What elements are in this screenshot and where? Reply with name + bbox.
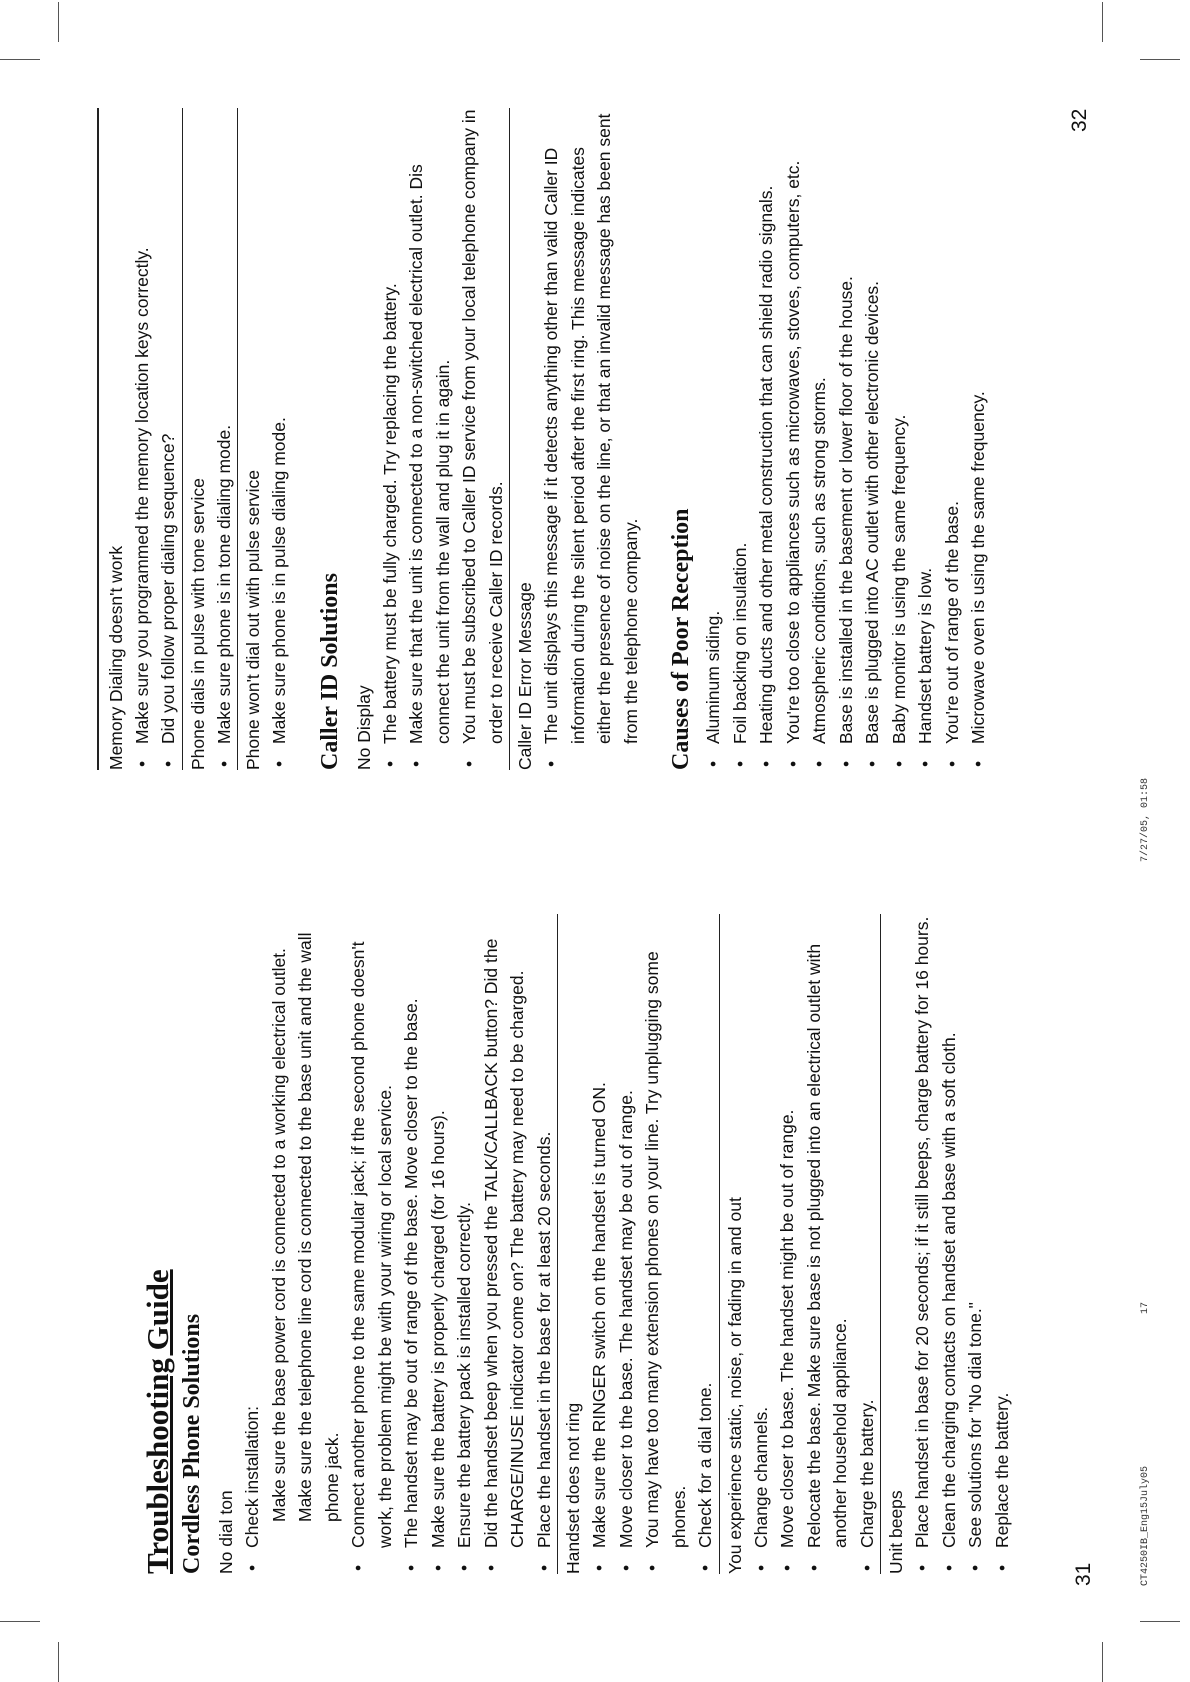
list-item: • Replace the battery. <box>989 914 1016 1574</box>
bullet-list <box>586 914 719 1574</box>
list-item: Make sure the telephone line cord is connected to the base unit and the wall phone jack. <box>295 932 342 1522</box>
list-item: • Foil backing on insulation. <box>727 108 754 770</box>
troubleshooting-block <box>349 108 510 770</box>
troubleshooting-block <box>182 108 238 770</box>
list-item: • Connect another phone to the same modular jack; if the second phone doesn't work, the problem might be with your wiring or local service. <box>345 914 398 1574</box>
troubleshooting-block <box>509 108 644 770</box>
page-number-left: 31 <box>1072 1562 1095 1586</box>
block-heading: Unit beeps <box>886 1490 906 1574</box>
troubleshooting-block <box>211 914 557 1574</box>
crop-mark <box>58 2 59 42</box>
section-heading-reception: Causes of Poor Reception <box>668 508 694 770</box>
block-heading: Memory Dialing doesn't work <box>105 545 126 770</box>
page-number-right: 32 <box>1068 108 1091 132</box>
bullet-list <box>266 108 293 770</box>
crop-mark <box>1102 2 1103 42</box>
list-item: • See solutions for "No dial tone." <box>962 914 989 1574</box>
list-item: • Make sure phone is in pulse dialing mode. <box>266 108 293 770</box>
troubleshooting-block <box>719 914 881 1574</box>
footer-file: CT4250IB_Eng15July05 <box>1140 1465 1151 1586</box>
footer-date: 7/27/05, 01:58 <box>1140 777 1151 862</box>
page-title: Troubleshooting Guide <box>140 1269 175 1574</box>
list-item: • Baby monitor is using the same frequency. <box>886 108 913 770</box>
page-32 <box>97 108 992 770</box>
list-item: • Move closer to the base. The handset may be out of range. <box>613 914 640 1574</box>
list-item: • You're out of range of the base. <box>939 108 966 770</box>
crop-mark <box>1102 1642 1103 1682</box>
section-heading-callerid: Caller ID Solutions <box>316 573 343 770</box>
block-heading: You experience static, noise, or fading in and out <box>724 1197 745 1574</box>
callerid-blocks <box>349 108 645 770</box>
list-item: • Check installation: <box>239 914 266 1574</box>
crop-mark <box>1140 59 1180 60</box>
crop-mark <box>0 1621 40 1622</box>
list-item: • Aluminum siding. <box>700 108 727 770</box>
troubleshooting-block <box>557 914 719 1574</box>
block-heading: Handset does not ring <box>563 1402 583 1574</box>
list-item: • Make sure the RINGER switch on the handset is turned ON. <box>586 914 613 1574</box>
list-item: • The handset may be out of range of the base. Move closer to the base. <box>398 914 425 1574</box>
block-heading: Phone won't dial out with pulse service <box>243 469 263 770</box>
list-item: • You must be subscribed to Caller ID service from your local telephone company in order to receive Caller ID records. <box>456 108 509 770</box>
section-heading-cordless: Cordless Phone Solutions <box>179 1313 205 1574</box>
list-item: • Base is plugged into AC outlet with other electronic devices. <box>859 108 886 770</box>
troubleshooting-block <box>237 108 293 770</box>
left-blocks <box>211 914 1015 1574</box>
bullet-list <box>211 108 238 770</box>
list-item: • The unit displays this message if it detects anything other than valid Caller ID information during the silent period after the first ring. This message indicates either the presence of noise on the line, or that an invalid message has been sent from the telephone company. <box>538 108 644 770</box>
list-item: • Check for a dial tone. <box>692 914 719 1574</box>
list-item: • Clean the charging contacts on handset and base with a soft cloth. <box>936 914 963 1574</box>
list-item: Make sure the base power cord is connected to a working electrical outlet. <box>268 948 289 1522</box>
list-item: • You're too close to appliances such as microwaves, stoves, computers, etc. <box>780 108 807 770</box>
block-heading: Phone dials in pulse with tone service <box>187 478 208 770</box>
bullet-list <box>909 914 1015 1574</box>
crop-mark <box>1140 1621 1180 1622</box>
reception-list <box>700 108 992 770</box>
bullet-list <box>748 914 881 1574</box>
page-31 <box>97 914 1015 1574</box>
block-heading: No dial ton <box>216 1490 236 1574</box>
list-item: • Change channels. <box>748 914 775 1574</box>
list-item: • Did the handset beep when you pressed the TALK/CALLBACK button? Did the CHARGE/INUSE indicator come on? The battery may need to be charged. <box>478 914 531 1574</box>
list-item: • Place handset in base for 20 seconds; if it still beeps, charge battery for 16 hours. <box>909 914 936 1574</box>
crop-mark <box>0 59 40 60</box>
block-heading: Caller ID Error Message <box>515 582 535 770</box>
list-item: • Relocate the base. Make sure base is not plugged into an electrical outlet with another household appliance. <box>801 914 854 1574</box>
bullet-list <box>377 108 510 770</box>
block-heading: No Display <box>353 685 374 770</box>
troubleshooting-block <box>880 914 1015 1574</box>
list-item: • Charge the battery. <box>854 914 881 1574</box>
troubleshooting-block <box>101 108 182 770</box>
list-item: • Base is installed in the basement or lower floor of the house. <box>833 108 860 770</box>
dialing-blocks <box>101 108 293 770</box>
list-item: • Move closer to base. The handset might be out of range. <box>774 914 801 1574</box>
list-item: • Did you follow proper dialing sequence? <box>155 108 182 770</box>
divider <box>97 108 99 770</box>
list-item: • The battery must be fully charged. Try replacing the battery. <box>377 108 404 770</box>
list-item: • Make sure that the unit is connected to a non-switched electrical outlet. Dis connect the unit from the wall and plug it in again. <box>403 108 456 770</box>
list-item: • Ensure the battery pack is installed correctly. <box>451 914 478 1574</box>
list-item: • Place the handset in the base for at least 20 seconds. <box>531 914 558 1574</box>
list-item: • Heating ducts and other metal construction that can shield radio signals. <box>753 108 780 770</box>
list-item: • Handset battery is low. <box>912 108 939 770</box>
bullet-list <box>129 108 182 770</box>
crop-mark <box>58 1642 59 1682</box>
list-item: • Make sure phone is in tone dialing mode. <box>211 108 238 770</box>
list-item: • Make sure you programmed the memory location keys correctly. <box>129 108 156 770</box>
list-item: • You may have too many extension phones on your line. Try unplugging some phones. <box>639 914 692 1574</box>
footer-sheet: 17 <box>1140 1301 1151 1314</box>
bullet-list <box>239 914 557 1574</box>
list-item: • Microwave oven is using the same frequency. <box>965 108 992 770</box>
bullet-list <box>538 108 644 770</box>
list-item: • Make sure the battery is properly charged (for 16 hours). <box>425 914 452 1574</box>
list-item: • Atmospheric conditions, such as strong storms. <box>806 108 833 770</box>
